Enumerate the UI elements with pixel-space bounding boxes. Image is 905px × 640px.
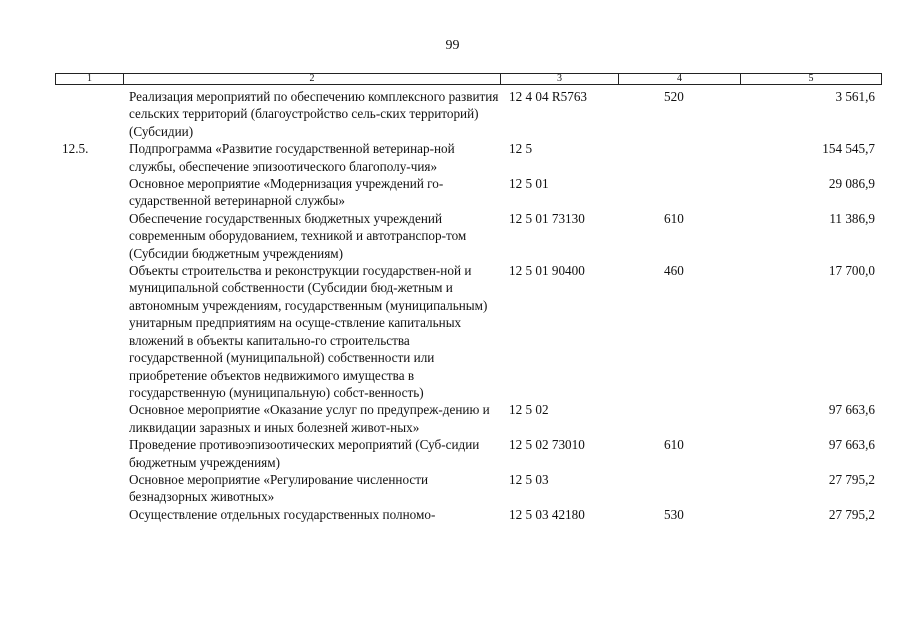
table-row (0, 506, 905, 523)
row-type: 460 (664, 263, 684, 279)
row-type: 530 (664, 506, 684, 522)
table-row (0, 88, 905, 140)
column-header-row (55, 73, 882, 85)
row-code: 12 5 01 73130 (509, 210, 585, 226)
row-number: 12.5. (62, 141, 89, 157)
row-type: 520 (664, 89, 684, 104)
row-code: 12 5 (509, 141, 533, 157)
column-header-1: 1 (56, 74, 124, 85)
column-header-2: 2 (124, 74, 501, 85)
row-name: Реализация мероприятий по обеспечению комплексного развития сельских территорий (благоустройство сель-ских территорий) (Субсидии) (129, 89, 499, 139)
row-sum: 154 545,7 (822, 141, 875, 157)
row-sum: 29 086,9 (828, 176, 875, 192)
row-sum: 27 795,2 (828, 506, 875, 522)
row-sum: 17 700,0 (828, 263, 875, 279)
column-header-5: 5 (741, 74, 882, 85)
row-sum: 3 561,6 (835, 89, 875, 104)
page-number: 99 (445, 38, 460, 53)
row-code: 12 5 01 (509, 176, 549, 192)
budget-table-body (0, 88, 905, 523)
row-name: Подпрограмма «Развитие государственной ветеринар-ной службы, обеспечение эпизоотического благополу-чия» (129, 141, 455, 174)
column-header-4: 4 (619, 74, 741, 85)
row-code: 12 4 04 R5763 (509, 89, 588, 104)
row-name: Проведение противоэпизоотических мероприятий (Суб-сидии бюджетным учреждениям) (129, 437, 480, 470)
row-code: 12 5 02 73010 (509, 437, 585, 453)
row-name: Осуществление отдельных государственных полномо- (129, 506, 436, 522)
row-code: 12 5 03 (509, 471, 549, 487)
row-code: 12 5 01 90400 (509, 263, 585, 279)
row-sum: 11 386,9 (829, 210, 875, 226)
table-row (0, 401, 905, 436)
column-header-3: 3 (501, 74, 619, 85)
row-code: 12 5 03 42180 (509, 506, 585, 522)
row-sum: 27 795,2 (828, 471, 875, 487)
row-name: Основное мероприятие «Модернизация учреждений го-сударственной ветеринарной службы» (129, 176, 444, 209)
row-type: 610 (664, 437, 684, 453)
row-name: Объекты строительства и реконструкции государствен-ной и муниципальной собственности (Субсидии бюд-жетным и автономным учреждениям, государственным (муниципальным) унитарным предприятиям на осуще-ствление капитальных вложений в объекты капитально-го строительства государственной (муниципальной) собственности или приобретение объектов недвижимого имущества в государственную (муниципальную) собст-венность) (129, 263, 488, 400)
row-name: Основное мероприятие «Оказание услуг по предупреж-дению и ликвидации заразных и иных болезней живот-ных» (129, 402, 490, 435)
table-row (0, 210, 905, 262)
table-row (0, 140, 905, 175)
row-name: Обеспечение государственных бюджетных учреждений современным оборудованием, техникой и автотранспор-том (Субсидии бюджетным учреждениям) (129, 210, 467, 261)
row-code: 12 5 02 (509, 402, 549, 418)
row-type: 610 (664, 210, 684, 226)
row-sum: 97 663,6 (828, 437, 875, 453)
row-sum: 97 663,6 (828, 402, 875, 418)
row-name: Основное мероприятие «Регулирование численности безнадзорных животных» (129, 471, 429, 505)
table-row (0, 436, 905, 471)
table-row (0, 262, 905, 401)
table-row (0, 175, 905, 210)
table-row (0, 471, 905, 506)
